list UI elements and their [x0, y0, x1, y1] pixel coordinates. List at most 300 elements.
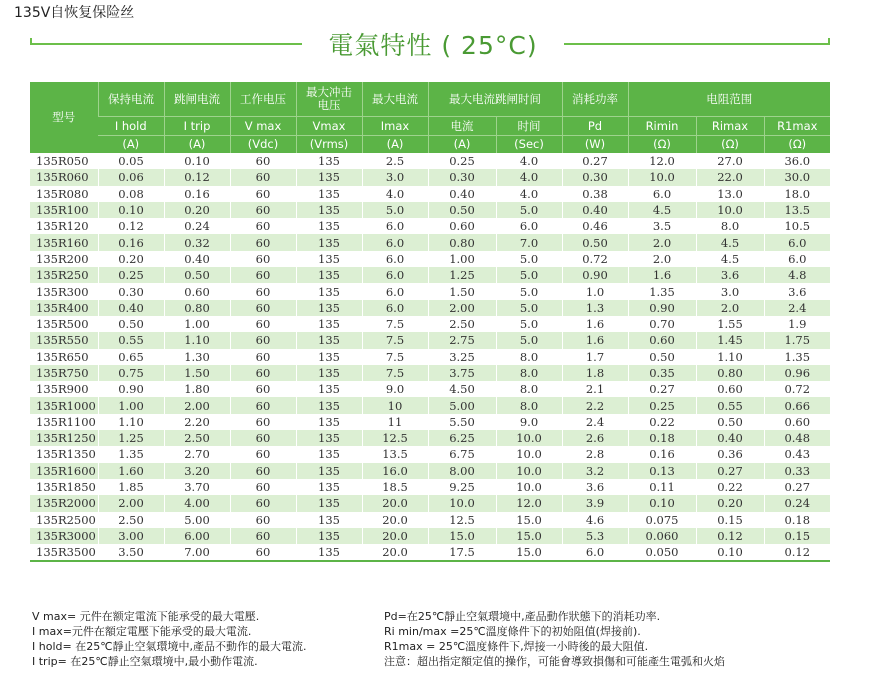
cell-r1-max: 18.0 [764, 186, 830, 202]
cell-pd: 3.9 [562, 495, 628, 511]
cell-surge-voltage: 135 [296, 153, 362, 169]
cell-r1-max: 1.75 [764, 332, 830, 348]
cell-trip-current: 0.60 [428, 218, 496, 234]
table-row [30, 153, 830, 169]
cell-part-number: 135R1350 [30, 446, 98, 462]
table-row [30, 234, 830, 250]
cell-part-number: 135R500 [30, 316, 98, 332]
cell-i-trip: 4.00 [164, 495, 230, 511]
cell-trip-current: 17.5 [428, 544, 496, 561]
cell-ri-min: 0.60 [628, 332, 696, 348]
cell-trip-current: 0.25 [428, 153, 496, 169]
cell-part-number: 135R050 [30, 153, 98, 169]
cell-ri-max: 0.12 [696, 528, 764, 544]
note-line: I hold= 在25℃靜止空氣環境中,產品不動作的最大電流. [32, 640, 307, 653]
cell-r1-max: 36.0 [764, 153, 830, 169]
cell-i-hold: 1.60 [98, 463, 164, 479]
header-rimax-unit: (Ω) [696, 136, 764, 154]
cell-i-max: 20.0 [362, 544, 428, 561]
header-trip-current-unit: (A) [428, 136, 496, 154]
cell-v-max: 60 [230, 495, 296, 511]
cell-ri-max: 27.0 [696, 153, 764, 169]
cell-part-number: 135R100 [30, 202, 98, 218]
cell-ri-max: 0.55 [696, 397, 764, 413]
cell-i-trip: 1.00 [164, 316, 230, 332]
header-pd-sym: Pd [562, 117, 628, 136]
table-row [30, 397, 830, 413]
cell-trip-time: 15.0 [496, 528, 562, 544]
cell-pd: 0.90 [562, 267, 628, 283]
cell-part-number: 135R200 [30, 251, 98, 267]
cell-ri-min: 0.35 [628, 365, 696, 381]
cell-part-number: 135R1100 [30, 414, 98, 430]
cell-v-max: 60 [230, 528, 296, 544]
cell-v-max: 60 [230, 446, 296, 462]
cell-i-max: 7.5 [362, 365, 428, 381]
cell-ri-max: 22.0 [696, 169, 764, 185]
cell-i-hold: 1.25 [98, 430, 164, 446]
cell-surge-voltage: 135 [296, 218, 362, 234]
electrical-characteristics-table [30, 82, 830, 562]
cell-i-trip: 1.50 [164, 365, 230, 381]
cell-part-number: 135R080 [30, 186, 98, 202]
cell-trip-time: 5.0 [496, 332, 562, 348]
cell-trip-current: 9.25 [428, 479, 496, 495]
cell-r1-max: 3.6 [764, 283, 830, 299]
cell-surge-voltage: 135 [296, 430, 362, 446]
notes-right [384, 609, 725, 669]
cell-i-max: 18.5 [362, 479, 428, 495]
cell-v-max: 60 [230, 512, 296, 528]
cell-i-trip: 3.70 [164, 479, 230, 495]
cell-i-hold: 0.90 [98, 381, 164, 397]
cell-trip-time: 5.0 [496, 267, 562, 283]
table-row [30, 495, 830, 511]
cell-part-number: 135R400 [30, 300, 98, 316]
cell-ri-max: 4.5 [696, 251, 764, 267]
cell-r1-max: 0.66 [764, 397, 830, 413]
cell-ri-min: 3.5 [628, 218, 696, 234]
table-row [30, 349, 830, 365]
table-row [30, 479, 830, 495]
cell-v-max: 60 [230, 218, 296, 234]
cell-ri-max: 3.6 [696, 267, 764, 283]
cell-trip-time: 7.0 [496, 234, 562, 250]
cell-pd: 0.27 [562, 153, 628, 169]
cell-part-number: 135R120 [30, 218, 98, 234]
cell-pd: 1.3 [562, 300, 628, 316]
table-row [30, 186, 830, 202]
cell-i-max: 6.0 [362, 283, 428, 299]
cell-r1-max: 6.0 [764, 234, 830, 250]
header-trip-time-cn: 最大电流跳闸时间 [428, 82, 562, 117]
cell-ri-max: 0.15 [696, 512, 764, 528]
cell-part-number: 135R550 [30, 332, 98, 348]
cell-v-max: 60 [230, 463, 296, 479]
cell-surge-voltage: 135 [296, 251, 362, 267]
cell-r1-max: 6.0 [764, 251, 830, 267]
cell-i-max: 6.0 [362, 300, 428, 316]
cell-pd: 2.1 [562, 381, 628, 397]
table-row [30, 446, 830, 462]
cell-i-hold: 0.20 [98, 251, 164, 267]
cell-i-hold: 0.40 [98, 300, 164, 316]
table-body [30, 153, 830, 561]
cell-part-number: 135R160 [30, 234, 98, 250]
cell-pd: 4.6 [562, 512, 628, 528]
cell-i-hold: 0.50 [98, 316, 164, 332]
cell-i-hold: 2.50 [98, 512, 164, 528]
cell-i-max: 9.0 [362, 381, 428, 397]
cell-r1-max: 1.35 [764, 349, 830, 365]
cell-surge-voltage: 135 [296, 332, 362, 348]
cell-trip-current: 3.75 [428, 365, 496, 381]
cell-ri-max: 10.0 [696, 202, 764, 218]
cell-i-max: 6.0 [362, 218, 428, 234]
note-line: 注意：超出指定額定值的操作，可能會導致損傷和可能產生電弧和火焰 [384, 655, 725, 668]
cell-trip-current: 10.0 [428, 495, 496, 511]
cell-i-hold: 0.16 [98, 234, 164, 250]
cell-surge-voltage: 135 [296, 446, 362, 462]
cell-ri-max: 1.45 [696, 332, 764, 348]
header-trip-time-unit: (Sec) [496, 136, 562, 154]
header-imax-unit: (A) [362, 136, 428, 154]
cell-ri-max: 8.0 [696, 218, 764, 234]
cell-trip-time: 5.0 [496, 251, 562, 267]
table-row [30, 169, 830, 185]
title-rule-right [564, 43, 830, 45]
cell-v-max: 60 [230, 414, 296, 430]
notes-left [32, 609, 307, 669]
cell-i-hold: 1.85 [98, 479, 164, 495]
cell-i-max: 20.0 [362, 528, 428, 544]
cell-v-max: 60 [230, 202, 296, 218]
cell-trip-current: 3.25 [428, 349, 496, 365]
cell-v-max: 60 [230, 186, 296, 202]
cell-ri-max: 0.10 [696, 544, 764, 561]
cell-surge-voltage: 135 [296, 186, 362, 202]
header-r1max-unit: (Ω) [764, 136, 830, 154]
cell-ri-max: 0.20 [696, 495, 764, 511]
cell-i-hold: 0.30 [98, 283, 164, 299]
cell-i-trip: 6.00 [164, 528, 230, 544]
note-line: Ri min/max =25℃溫度條件下的初始阻值(焊接前). [384, 625, 641, 638]
cell-part-number: 135R1600 [30, 463, 98, 479]
cell-trip-time: 10.0 [496, 479, 562, 495]
cell-pd: 0.38 [562, 186, 628, 202]
cell-ri-min: 6.0 [628, 186, 696, 202]
cell-trip-current: 1.50 [428, 283, 496, 299]
header-imax-cn: 最大电流 [362, 82, 428, 117]
cell-r1-max: 0.96 [764, 365, 830, 381]
cell-ri-min: 0.10 [628, 495, 696, 511]
cell-r1-max: 1.9 [764, 316, 830, 332]
header-hold-cn: 保持电流 [98, 82, 164, 117]
header-resistance-cn: 电阻范围 [628, 82, 830, 117]
cell-i-trip: 0.60 [164, 283, 230, 299]
cell-v-max: 60 [230, 381, 296, 397]
cell-trip-current: 0.30 [428, 169, 496, 185]
cell-ri-min: 0.50 [628, 349, 696, 365]
cell-trip-time: 4.0 [496, 186, 562, 202]
cell-i-trip: 2.00 [164, 397, 230, 413]
cell-i-hold: 0.55 [98, 332, 164, 348]
header-surge-sym: Vmax [296, 117, 362, 136]
cell-pd: 0.40 [562, 202, 628, 218]
header-hold-sym: I hold [98, 117, 164, 136]
cell-surge-voltage: 135 [296, 234, 362, 250]
cell-surge-voltage: 135 [296, 316, 362, 332]
cell-pd: 0.30 [562, 169, 628, 185]
cell-trip-time: 8.0 [496, 381, 562, 397]
cell-ri-min: 0.18 [628, 430, 696, 446]
cell-v-max: 60 [230, 332, 296, 348]
cell-v-max: 60 [230, 169, 296, 185]
cell-pd: 2.2 [562, 397, 628, 413]
cell-r1-max: 0.18 [764, 512, 830, 528]
title-rule-left-tick [30, 38, 32, 45]
cell-i-max: 7.5 [362, 349, 428, 365]
cell-pd: 0.72 [562, 251, 628, 267]
cell-i-trip: 2.50 [164, 430, 230, 446]
cell-ri-max: 1.55 [696, 316, 764, 332]
header-pd-cn: 消耗功率 [562, 82, 628, 117]
header-trip-sym: I trip [164, 117, 230, 136]
cell-trip-time: 8.0 [496, 397, 562, 413]
cell-i-hold: 0.05 [98, 153, 164, 169]
cell-v-max: 60 [230, 349, 296, 365]
note-line: V max= 元件在额定電流下能承受的最大電壓. [32, 610, 260, 623]
table-row [30, 251, 830, 267]
cell-pd: 1.6 [562, 332, 628, 348]
cell-i-max: 7.5 [362, 316, 428, 332]
table-row [30, 463, 830, 479]
cell-trip-time: 6.0 [496, 218, 562, 234]
cell-pd: 2.6 [562, 430, 628, 446]
cell-surge-voltage: 135 [296, 283, 362, 299]
cell-trip-current: 0.80 [428, 234, 496, 250]
cell-trip-current: 2.00 [428, 300, 496, 316]
cell-part-number: 135R300 [30, 283, 98, 299]
cell-i-trip: 0.24 [164, 218, 230, 234]
cell-ri-max: 0.36 [696, 446, 764, 462]
cell-surge-voltage: 135 [296, 479, 362, 495]
cell-i-trip: 7.00 [164, 544, 230, 561]
cell-ri-max: 0.50 [696, 414, 764, 430]
note-line: R1max = 25℃溫度條件下,焊接一小時後的最大阻值. [384, 640, 649, 653]
cell-pd: 3.6 [562, 479, 628, 495]
header-vmax-unit: (Vdc) [230, 136, 296, 154]
cell-ri-min: 0.27 [628, 381, 696, 397]
cell-i-trip: 0.32 [164, 234, 230, 250]
cell-i-hold: 0.12 [98, 218, 164, 234]
cell-i-hold: 0.25 [98, 267, 164, 283]
cell-i-trip: 3.20 [164, 463, 230, 479]
cell-trip-current: 5.00 [428, 397, 496, 413]
cell-trip-time: 5.0 [496, 283, 562, 299]
cell-trip-current: 1.25 [428, 267, 496, 283]
cell-trip-time: 8.0 [496, 349, 562, 365]
cell-part-number: 135R1850 [30, 479, 98, 495]
cell-ri-min: 0.11 [628, 479, 696, 495]
cell-r1-max: 0.33 [764, 463, 830, 479]
cell-v-max: 60 [230, 283, 296, 299]
cell-i-hold: 3.50 [98, 544, 164, 561]
cell-trip-current: 12.5 [428, 512, 496, 528]
cell-trip-current: 5.50 [428, 414, 496, 430]
cell-i-max: 6.0 [362, 251, 428, 267]
cell-i-max: 10 [362, 397, 428, 413]
cell-trip-current: 15.0 [428, 528, 496, 544]
cell-surge-voltage: 135 [296, 495, 362, 511]
table-row [30, 381, 830, 397]
cell-pd: 0.46 [562, 218, 628, 234]
cell-part-number: 135R750 [30, 365, 98, 381]
cell-i-max: 3.0 [362, 169, 428, 185]
cell-i-max: 20.0 [362, 512, 428, 528]
cell-v-max: 60 [230, 544, 296, 561]
cell-r1-max: 0.24 [764, 495, 830, 511]
cell-r1-max: 13.5 [764, 202, 830, 218]
cell-trip-current: 6.25 [428, 430, 496, 446]
cell-ri-max: 0.80 [696, 365, 764, 381]
header-vmax-cn: 工作电压 [230, 82, 296, 117]
cell-trip-current: 2.50 [428, 316, 496, 332]
cell-surge-voltage: 135 [296, 397, 362, 413]
cell-part-number: 135R900 [30, 381, 98, 397]
cell-pd: 1.7 [562, 349, 628, 365]
cell-i-max: 2.5 [362, 153, 428, 169]
cell-i-max: 4.0 [362, 186, 428, 202]
cell-v-max: 60 [230, 153, 296, 169]
cell-ri-max: 1.10 [696, 349, 764, 365]
cell-ri-min: 0.16 [628, 446, 696, 462]
cell-pd: 2.8 [562, 446, 628, 462]
note-line: Pd=在25℃靜止空氣環境中,產品動作狀態下的消耗功率. [384, 610, 661, 623]
header-trip-cn: 跳闸电流 [164, 82, 230, 117]
cell-i-hold: 1.00 [98, 397, 164, 413]
cell-ri-max: 4.5 [696, 234, 764, 250]
table-row [30, 300, 830, 316]
cell-surge-voltage: 135 [296, 544, 362, 561]
header-surge-unit: (Vrms) [296, 136, 362, 154]
cell-ri-min: 1.6 [628, 267, 696, 283]
cell-pd: 2.4 [562, 414, 628, 430]
cell-i-trip: 1.10 [164, 332, 230, 348]
cell-i-max: 6.0 [362, 267, 428, 283]
cell-pd: 1.6 [562, 316, 628, 332]
table-row [30, 267, 830, 283]
cell-ri-min: 0.22 [628, 414, 696, 430]
cell-pd: 1.0 [562, 283, 628, 299]
note-line: I trip= 在25℃靜止空氣環境中,最小動作電流. [32, 655, 258, 668]
cell-i-max: 11 [362, 414, 428, 430]
table-row [30, 332, 830, 348]
cell-v-max: 60 [230, 365, 296, 381]
cell-part-number: 135R060 [30, 169, 98, 185]
cell-i-trip: 0.40 [164, 251, 230, 267]
cell-ri-min: 0.050 [628, 544, 696, 561]
cell-ri-min: 2.0 [628, 234, 696, 250]
table-row [30, 528, 830, 544]
cell-part-number: 135R1250 [30, 430, 98, 446]
section-title-row [30, 26, 830, 62]
cell-part-number: 135R1000 [30, 397, 98, 413]
cell-surge-voltage: 135 [296, 381, 362, 397]
cell-r1-max: 2.4 [764, 300, 830, 316]
cell-part-number: 135R3500 [30, 544, 98, 561]
section-title: 電氣特性 ( 25°C) [328, 31, 538, 60]
cell-i-hold: 0.65 [98, 349, 164, 365]
cell-r1-max: 30.0 [764, 169, 830, 185]
cell-ri-min: 0.25 [628, 397, 696, 413]
cell-surge-voltage: 135 [296, 414, 362, 430]
cell-i-max: 12.5 [362, 430, 428, 446]
cell-r1-max: 4.8 [764, 267, 830, 283]
cell-ri-min: 10.0 [628, 169, 696, 185]
table-row [30, 365, 830, 381]
cell-surge-voltage: 135 [296, 300, 362, 316]
cell-i-hold: 0.75 [98, 365, 164, 381]
table-row [30, 283, 830, 299]
table-row [30, 218, 830, 234]
cell-trip-time: 4.0 [496, 153, 562, 169]
cell-trip-time: 10.0 [496, 463, 562, 479]
cell-r1-max: 0.72 [764, 381, 830, 397]
cell-r1-max: 10.5 [764, 218, 830, 234]
cell-surge-voltage: 135 [296, 267, 362, 283]
cell-trip-current: 4.50 [428, 381, 496, 397]
table-row [30, 430, 830, 446]
cell-v-max: 60 [230, 479, 296, 495]
table-row [30, 202, 830, 218]
cell-i-trip: 0.20 [164, 202, 230, 218]
cell-i-hold: 2.00 [98, 495, 164, 511]
cell-ri-max: 0.60 [696, 381, 764, 397]
table-row [30, 316, 830, 332]
cell-ri-max: 3.0 [696, 283, 764, 299]
cell-trip-current: 6.75 [428, 446, 496, 462]
cell-part-number: 135R250 [30, 267, 98, 283]
cell-i-hold: 0.10 [98, 202, 164, 218]
cell-part-number: 135R650 [30, 349, 98, 365]
cell-trip-current: 1.00 [428, 251, 496, 267]
cell-i-hold: 1.10 [98, 414, 164, 430]
cell-ri-min: 0.90 [628, 300, 696, 316]
cell-pd: 1.8 [562, 365, 628, 381]
header-vmax-sym: V max [230, 117, 296, 136]
cell-ri-min: 1.35 [628, 283, 696, 299]
title-rule-right-tick [828, 38, 830, 45]
cell-i-trip: 0.16 [164, 186, 230, 202]
cell-ri-min: 0.70 [628, 316, 696, 332]
cell-ri-max: 13.0 [696, 186, 764, 202]
cell-v-max: 60 [230, 300, 296, 316]
cell-trip-current: 8.00 [428, 463, 496, 479]
cell-r1-max: 0.48 [764, 430, 830, 446]
cell-r1-max: 0.15 [764, 528, 830, 544]
cell-trip-time: 10.0 [496, 430, 562, 446]
cell-i-trip: 0.80 [164, 300, 230, 316]
cell-i-hold: 0.08 [98, 186, 164, 202]
cell-ri-min: 0.075 [628, 512, 696, 528]
cell-pd: 0.50 [562, 234, 628, 250]
cell-surge-voltage: 135 [296, 463, 362, 479]
cell-trip-time: 5.0 [496, 316, 562, 332]
cell-trip-time: 4.0 [496, 169, 562, 185]
cell-trip-time: 8.0 [496, 365, 562, 381]
cell-ri-min: 0.060 [628, 528, 696, 544]
